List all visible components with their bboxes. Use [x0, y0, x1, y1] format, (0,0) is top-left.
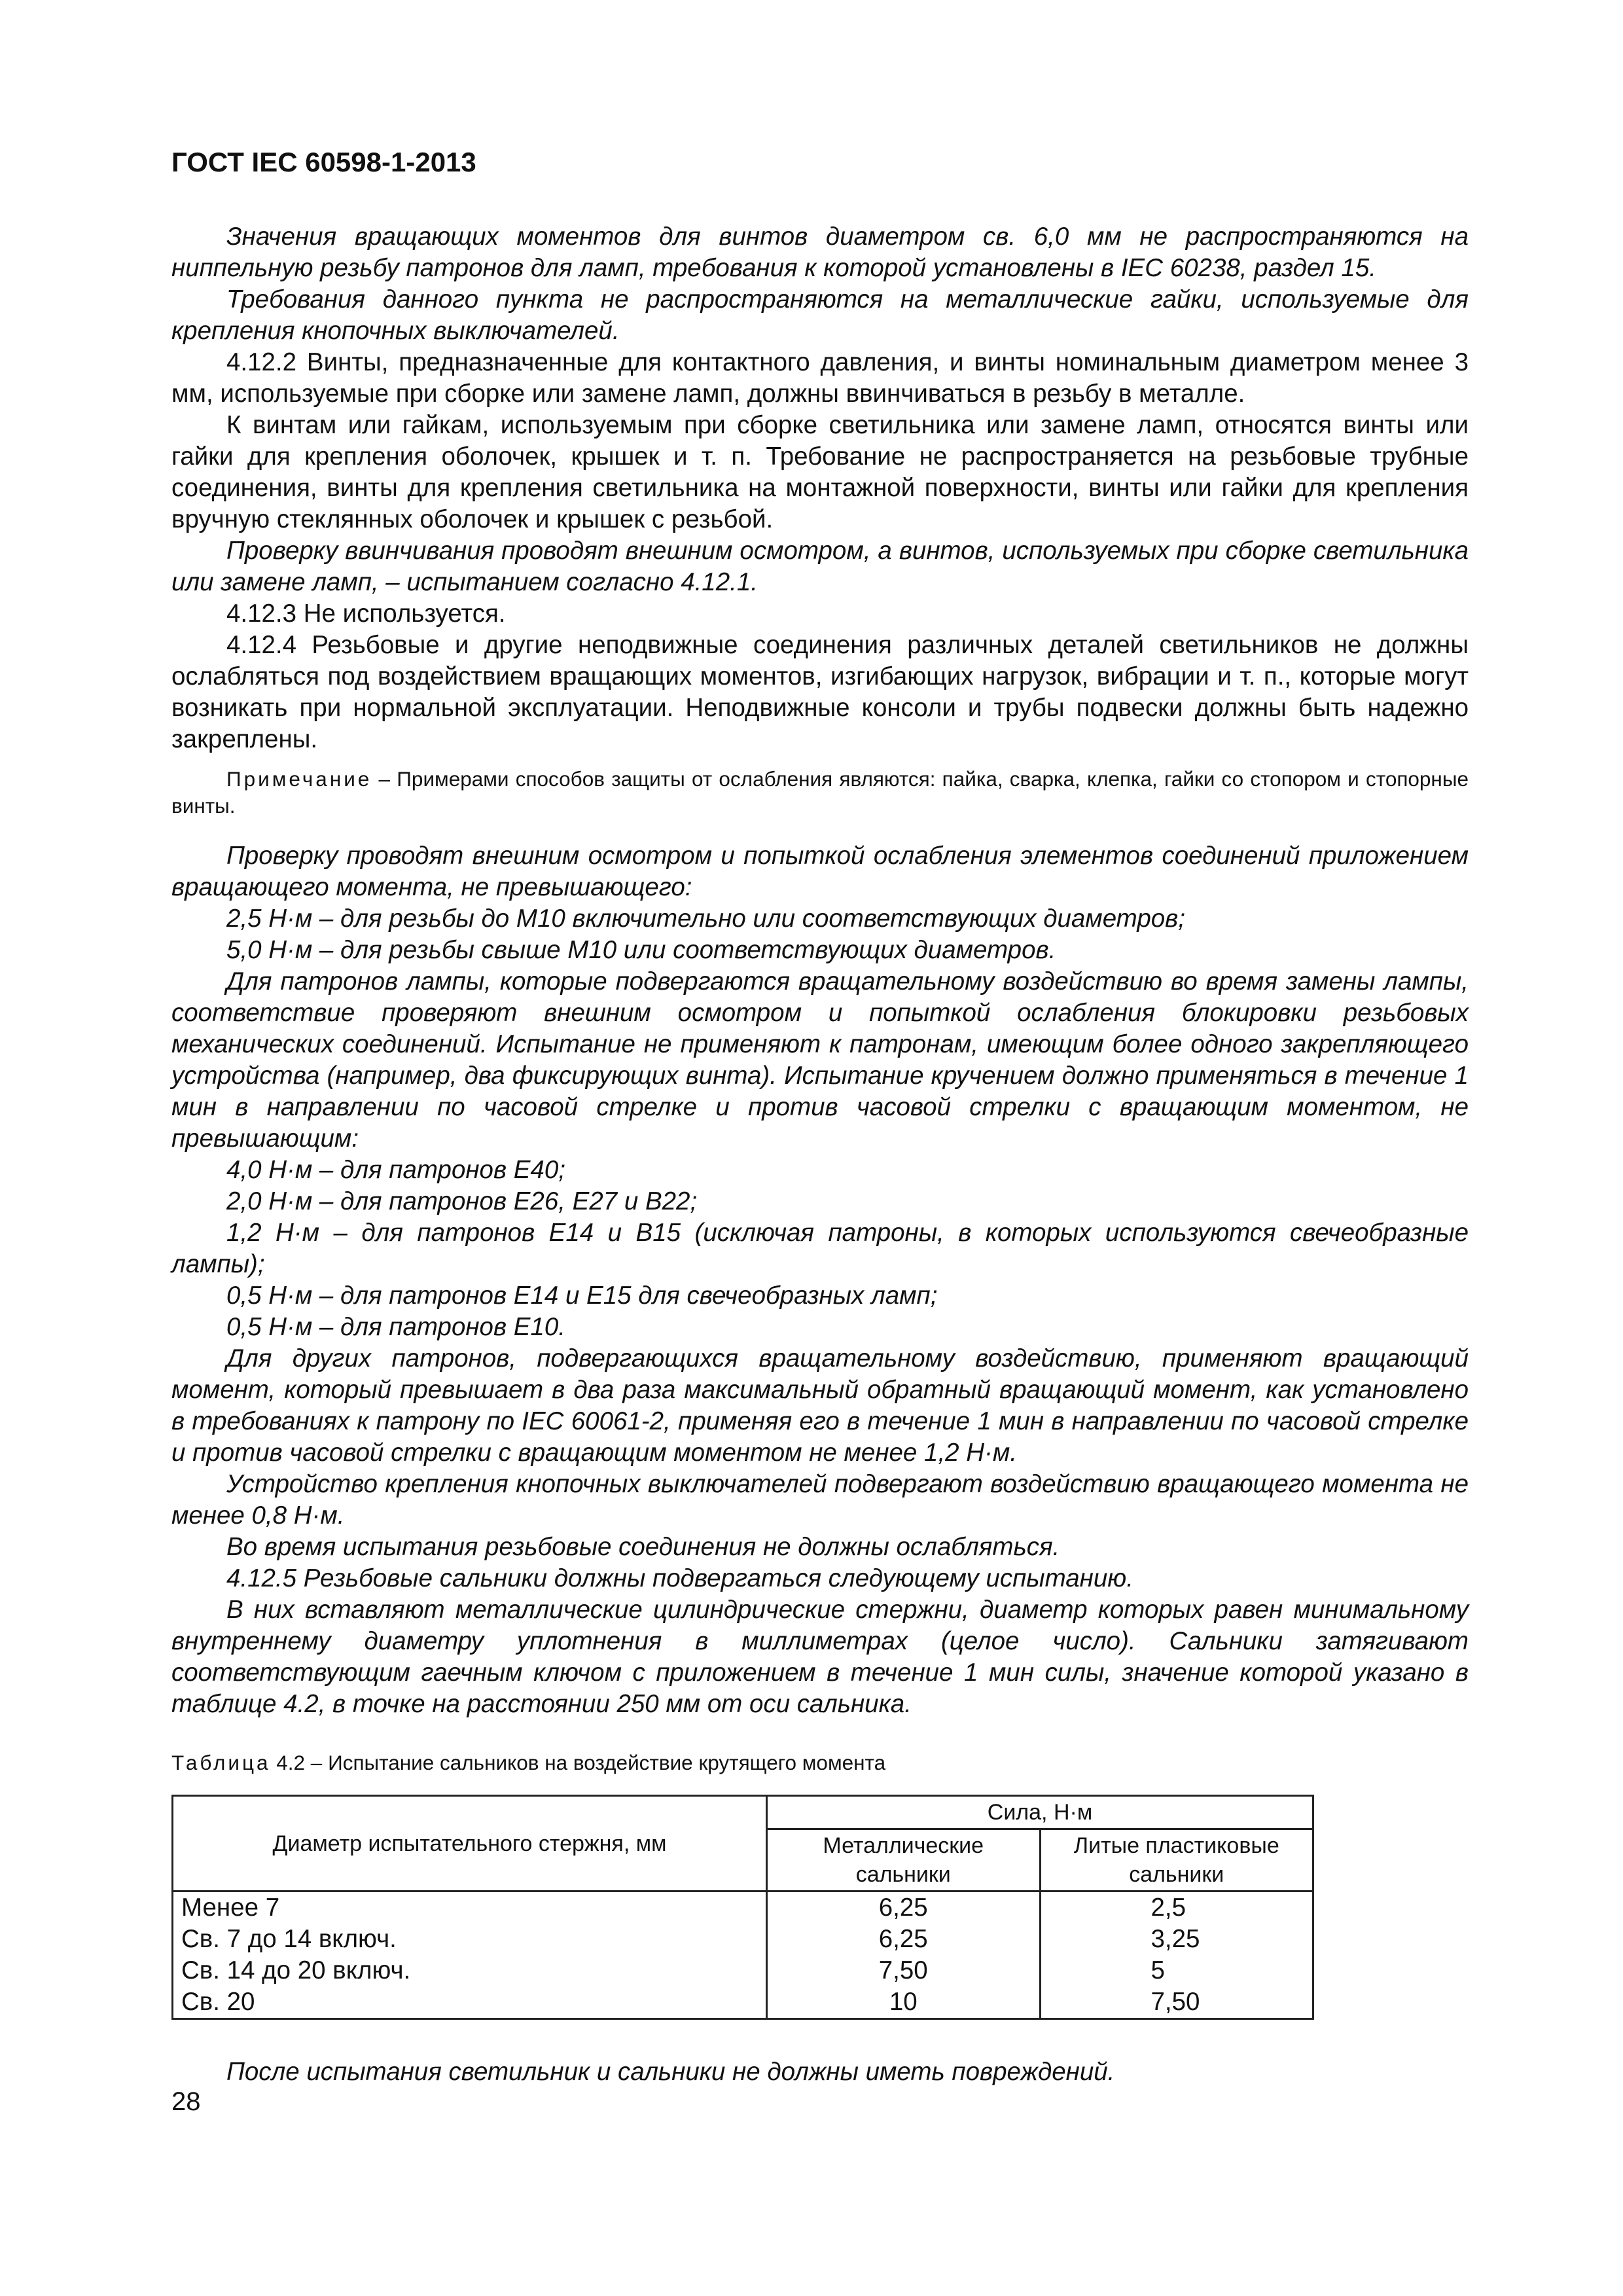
- torque-item: 4,0 Н·м – для патронов Е40;: [226, 1156, 565, 1184]
- clause-4-12-5: 4.12.5 Резьбовые сальники должны подвергаться следующему испытанию.: [226, 1564, 1133, 1592]
- note-text: – Примерами способов защиты от ослабления являются: пайка, сварка, клепка, гайки со стопором и стопорные винты.: [171, 767, 1469, 817]
- torque-item: 2,5 Н·м – для резьбы до М10 включительно или соответствующих диаметров;: [226, 905, 1185, 933]
- table-row: [173, 1924, 1313, 1955]
- table-row: [173, 1955, 1313, 1986]
- paragraph: К винтам или гайкам, используемым при сборке светильника или замене ламп, относятся винты или гайки для крепления оболочек, крышек и т. п. Требование не распространяется на резьбовые трубные соединения, винты для крепления светильника на монтажной поверхности, винты или гайки для крепления вручную стеклянных оболочек и крышек с резьбой.: [171, 411, 1469, 533]
- cell-metal: 10: [766, 1986, 1040, 2019]
- column-header-metal-glands: Металлические сальники: [766, 1829, 1040, 1892]
- torque-item: 5,0 Н·м – для резьбы свыше М10 или соответствующих диаметров.: [226, 936, 1056, 964]
- column-header-diameter: Диаметр испытательного стержня, мм: [173, 1796, 767, 1892]
- torque-item: 0,5 Н·м – для патронов Е14 и Е15 для свечеобразных ламп;: [226, 1282, 938, 1310]
- cell-plastic: 3,25: [1040, 1924, 1313, 1955]
- paragraph: Для патронов лампы, которые подвергаются вращательному воздействию во время замены лампы, соответствие проверяют внешним осмотром и попыткой ослабления блокировки резьбовых механических соединений. Испытание не применяют к патронам, имеющим более одного закрепляющего устройства (например, два фиксирующих винта). Испытание кручением должно применяться в течение 1 мин в направлении по часовой стрелке и против часовой стрелки с вращающим моментом, не превышающим:: [171, 967, 1469, 1153]
- paragraph: Для других патронов, подвергающихся вращательному воздействию, применяют вращающий момент, который превышает в два раза максимальный обратный вращающий момент, как установлено в требованиях к патрону по IEC 60061-2, применяя его в течение 1 мин в направлении по часовой стрелке и против часовой стрелки с вращающим моментом не менее 1,2 Н·м.: [171, 1344, 1469, 1467]
- clause-4-12-2: 4.12.2 Винты, предназначенные для контактного давления, и винты номинальным диаметром менее 3 мм, используемые при сборке или замене ламп, должны ввинчиваться в резьбу в металле.: [171, 348, 1469, 408]
- gland-torque-table: [171, 1795, 1314, 2020]
- cell-diameter: Св. 14 до 20 включ.: [173, 1955, 767, 1986]
- page-number: 28: [171, 2087, 201, 2116]
- paragraph: Проверку ввинчивания проводят внешним осмотром, а винтов, используемых при сборке светильника или замене ламп, – испытанием согласно 4.12.1.: [171, 537, 1469, 596]
- table-caption-label: Таблица: [171, 1751, 271, 1774]
- table-row: [173, 1892, 1313, 1924]
- cell-plastic: 2,5: [1040, 1892, 1313, 1924]
- cell-metal: 6,25: [766, 1924, 1040, 1955]
- after-table-paragraph: После испытания светильник и сальники не должны иметь повреждений.: [226, 2058, 1115, 2086]
- cell-metal: 6,25: [766, 1892, 1040, 1924]
- table-caption-text: 4.2 – Испытание сальников на воздействие крутящего момента: [270, 1751, 886, 1774]
- paragraph: Во время испытания резьбовые соединения не должны ослабляться.: [226, 1533, 1060, 1561]
- paragraph: Устройство крепления кнопочных выключателей подвергают воздействию вращающего момента не менее 0,8 Н·м.: [171, 1470, 1469, 1530]
- note-label: Примечание: [226, 767, 372, 791]
- cell-diameter: Св. 7 до 14 включ.: [173, 1924, 767, 1955]
- torque-item: 0,5 Н·м – для патронов Е10.: [226, 1313, 565, 1341]
- cell-plastic: 5: [1040, 1955, 1313, 1986]
- table-caption: [171, 1749, 1469, 1776]
- cell-metal: 7,50: [766, 1955, 1040, 1986]
- clause-4-12-3: 4.12.3 Не используется.: [226, 600, 506, 628]
- cell-diameter: Св. 20: [173, 1986, 767, 2019]
- paragraph: Значения вращающих моментов для винтов диаметром св. 6,0 мм не распространяются на ниппельную резьбу патронов для ламп, требования к которой установлены в IEC 60238, раздел 15.: [171, 223, 1469, 282]
- clause-4-12-4: 4.12.4 Резьбовые и другие неподвижные соединения различных деталей светильников не должны ослабляться под воздействием вращающих моментов, изгибающих нагрузок, вибрации и т. п., которые могут возникать при нормальной эксплуатации. Неподвижные консоли и трубы подвески должны быть надежно закреплены.: [171, 631, 1469, 753]
- cell-plastic: 7,50: [1040, 1986, 1313, 2019]
- torque-item: 1,2 Н·м – для патронов Е14 и В15 (исключая патроны, в которых используются свечеобразные лампы);: [171, 1219, 1469, 1278]
- paragraph: В них вставляют металлические цилиндрические стержни, диаметр которых равен минимальному внутреннему диаметру уплотнения в миллиметрах (целое число). Сальники затягивают соответствующим гаечным ключом с приложением в течение 1 мин силы, значение которой указано в таблице 4.2, в точке на расстоянии 250 мм от оси сальника.: [171, 1596, 1469, 1718]
- paragraph: Требования данного пункта не распространяются на металлические гайки, используемые для крепления кнопочных выключателей.: [171, 285, 1469, 345]
- document-page: [171, 144, 1469, 2088]
- table-row: [173, 1986, 1313, 2019]
- document-header: ГОСТ IEC 60598-1-2013: [171, 147, 476, 177]
- column-group-header-force: Сила, Н·м: [766, 1796, 1313, 1829]
- column-header-plastic-glands: Литые пластиковые сальники: [1040, 1829, 1313, 1892]
- note: [171, 766, 1469, 819]
- torque-item: 2,0 Н·м – для патронов Е26, Е27 и В22;: [226, 1187, 698, 1215]
- cell-diameter: Менее 7: [173, 1892, 767, 1924]
- paragraph: Проверку проводят внешним осмотром и попыткой ослабления элементов соединений приложением вращающего момента, не превышающего:: [171, 842, 1469, 901]
